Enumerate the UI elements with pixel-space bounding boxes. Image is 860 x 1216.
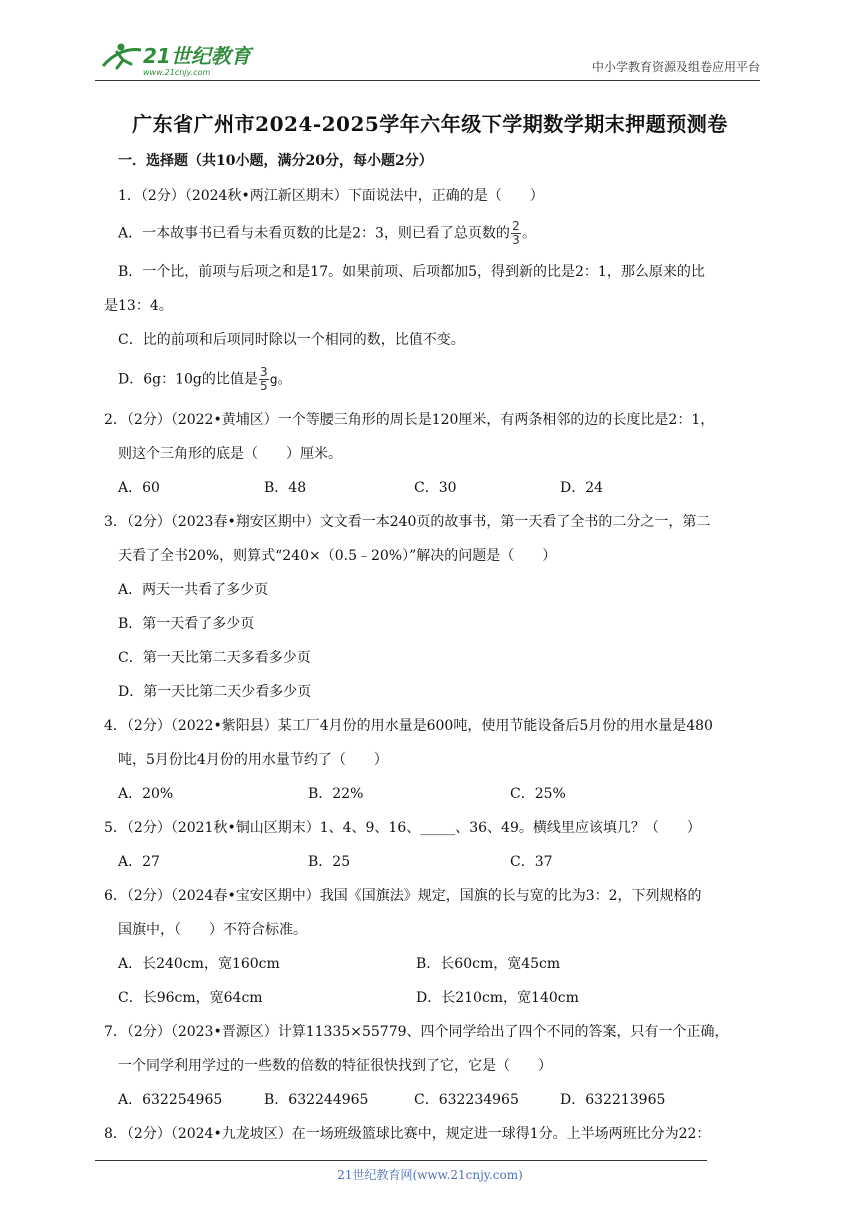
fraction-denominator: 5 <box>260 379 268 393</box>
q4-option-c: C．25% <box>510 786 566 802</box>
q1-option-b-line2: 是13：4。 <box>104 298 173 314</box>
footer-divider <box>95 1160 707 1161</box>
q3-option-b: B．第一天看了多少页 <box>118 616 255 632</box>
q6-option-d: D．长210cm，宽140cm <box>416 990 579 1006</box>
page-footer: 21世纪教育网(www.21cnjy.com) <box>337 1168 523 1182</box>
q1-option-d <box>118 366 292 393</box>
q7-option-c: C．632234965 <box>414 1092 519 1108</box>
q1-option-a-fraction <box>511 220 521 247</box>
q2-option-c: C．30 <box>414 480 457 496</box>
q3-option-d: D．第一天比第二天少看多少页 <box>118 684 312 700</box>
q1-option-d-text: D．6g：10g的比值是 <box>118 371 258 388</box>
q3-stem-line1: 3．（2分）（2023春•翔安区期中）文文看一本240页的故事书，第一天看了全书的二分之一，第二 <box>104 514 711 530</box>
q4-stem-line2: 吨，5月份比4月份的用水量节约了（ ） <box>118 752 388 768</box>
q1-option-d-end: 。 <box>277 371 292 388</box>
fraction-numerator: 2 <box>512 219 520 233</box>
q6-stem-line1: 6．（2分）（2024春•宝安区期中）我国《国旗法》规定，国旗的长与宽的比为3：2，下列规格的 <box>104 888 702 904</box>
q4-option-b: B．22% <box>308 786 364 802</box>
q1-option-c: C．比的前项和后项同时除以一个相同的数，比值不变。 <box>118 332 465 348</box>
q1-option-a-text: A．一本故事书已看与未看页数的比是2：3，则已看了总页数的 <box>118 225 510 242</box>
platform-name: 中小学教育资源及组卷应用平台 <box>591 60 760 74</box>
q5-stem: 5．（2分）（2021秋•铜山区期末）1、4、9、16、_____、36、49。横线里应该填几？（ ） <box>104 820 701 836</box>
q8-stem-line1: 8．（2分）（2024•九龙坡区）在一场班级篮球比赛中，规定进一球得1分。上半场两班比分为22： <box>104 1126 711 1142</box>
q7-option-d: D．632213965 <box>560 1092 666 1108</box>
q3-option-c: C．第一天比第二天多看多少页 <box>118 650 311 666</box>
q5-option-c: C．37 <box>510 854 553 870</box>
q1-option-a <box>118 220 536 247</box>
fraction-numerator: 3 <box>260 365 268 379</box>
q7-option-b: B．632244965 <box>264 1092 369 1108</box>
q4-option-a: A．20% <box>118 786 174 802</box>
q1-option-a-end: 。 <box>521 225 536 242</box>
unit-gram: g <box>269 372 278 387</box>
q2-stem-line1: 2．（2分）（2022•黄埔区）一个等腰三角形的周长是120厘米，有两条相邻的边的长度比是2：1， <box>104 412 715 428</box>
q7-option-a: A．632254965 <box>118 1092 223 1108</box>
q3-stem-line2: 天看了全书20%，则算式“240×（0.5﹣20%）”解决的问题是（ ） <box>118 548 557 564</box>
q3-option-a: A．两天一共看了多少页 <box>118 582 269 598</box>
q2-option-b: B．48 <box>264 480 307 496</box>
q6-option-b: B．长60cm，宽45cm <box>416 956 561 972</box>
q7-stem-line1: 7．（2分）（2023•晋源区）计算11335×55779、四个同学给出了四个不同的答案，只有一个正确， <box>104 1024 729 1040</box>
q4-stem-line1: 4．（2分）（2022•紫阳县）某工厂4月份的用水量是600吨，使用节能设备后5月份的用水量是480 <box>104 718 713 734</box>
q7-stem-line2: 一个同学利用学过的一些数的倍数的特征很快找到了它，它是（ ） <box>118 1058 552 1074</box>
q6-option-a: A．长240cm，宽160cm <box>118 956 280 972</box>
fraction-denominator: 3 <box>512 233 520 247</box>
q2-stem-line2: 则这个三角形的底是（ ）厘米。 <box>118 446 342 462</box>
q1-option-d-fraction <box>259 366 269 393</box>
page-title: 广东省广州市2024-2025学年六年级下学期数学期末押题预测卷 <box>132 112 728 136</box>
q2-option-a: A．60 <box>118 480 160 496</box>
q6-option-c: C．长96cm，宽64cm <box>118 990 263 1006</box>
svg-text:21世纪教育: 21世纪教育 <box>143 44 251 68</box>
q6-stem-line2: 国旗中，（ ）不符合标准。 <box>118 922 307 938</box>
q1-option-b-line1: B．一个比，前项与后项之和是17。如果前项、后项都加5，得到新的比是2：1，那么原来的比 <box>118 264 705 280</box>
page-header <box>95 30 760 81</box>
section-heading: 一．选择题（共10小题，满分20分，每小题2分） <box>118 153 433 169</box>
q1-stem: 1．（2分）（2024秋•两江新区期末）下面说法中，正确的是（ ） <box>118 188 544 204</box>
q2-option-d: D．24 <box>560 480 604 496</box>
q5-option-b: B．25 <box>308 854 351 870</box>
q5-option-a: A．27 <box>118 854 160 870</box>
logo-21cnjy-icon <box>95 38 265 78</box>
svg-text:www.21cnjy.com: www.21cnjy.com <box>143 68 211 77</box>
